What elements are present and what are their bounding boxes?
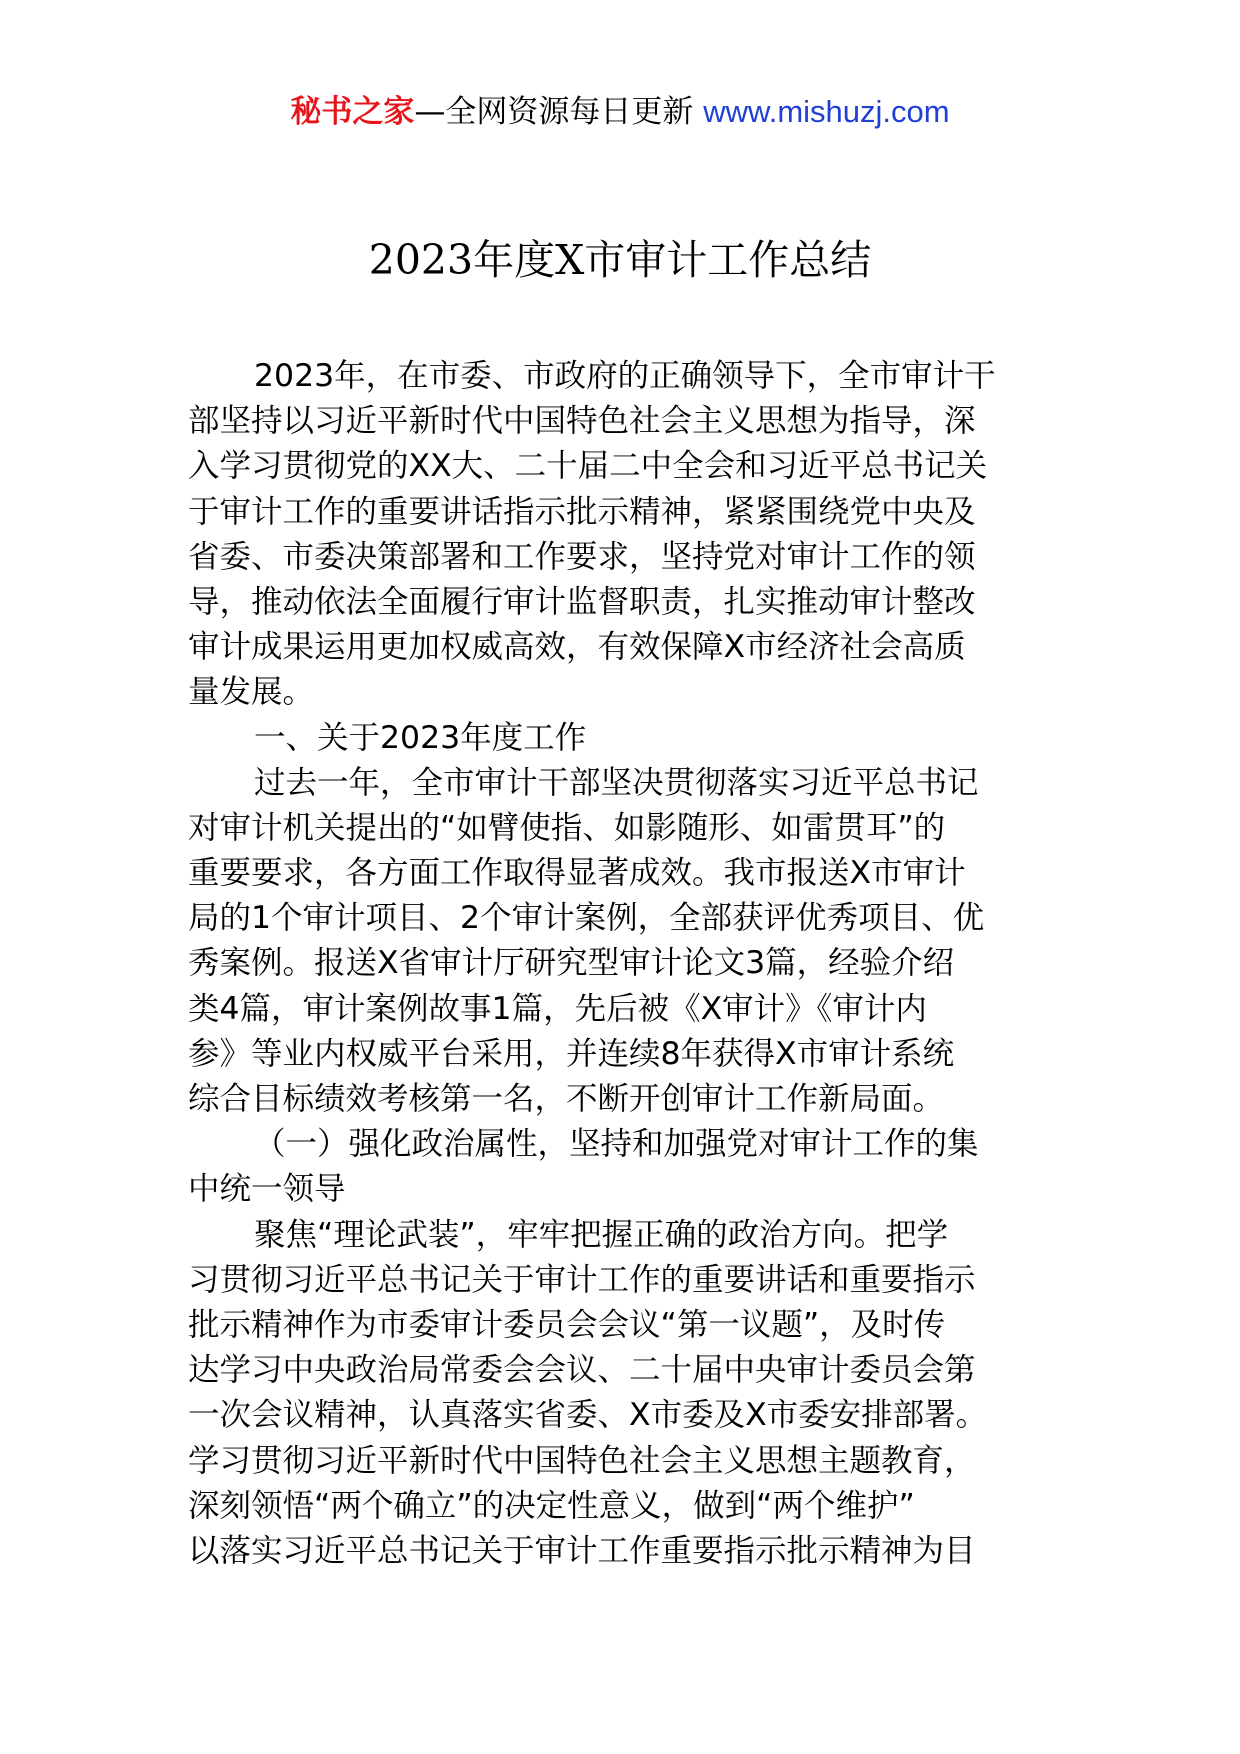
body-line: 对审计机关提出的“如臂使指、如影随形、如雷贯耳”的 bbox=[188, 809, 946, 846]
site-url-link[interactable]: www.mishuzj.com bbox=[703, 94, 950, 129]
body-line: 重要要求，各方面工作取得显著成效。我市报送X市审计 bbox=[188, 855, 966, 892]
body-line: 秀案例。报送X省审计厅研究型审计论文3篇，经验介绍 bbox=[188, 945, 955, 982]
body-line: 过去一年，全市审计干部坚决贯彻落实习近平总书记 bbox=[254, 764, 979, 801]
body-line: 学习贯彻习近平新时代中国特色社会主义思想主题教育， bbox=[188, 1442, 976, 1479]
subsection-heading: （一）强化政治属性，坚持和加强党对审计工作的集 bbox=[254, 1126, 979, 1163]
body-line: 审计成果运用更加权威高效，有效保障X市经济社会高质 bbox=[188, 629, 966, 666]
body-line: 部坚持以习近平新时代中国特色社会主义思想为指导，深 bbox=[188, 403, 976, 440]
body-line: 局的1个审计项目、2个审计案例，全部获评优秀项目、优 bbox=[188, 900, 985, 937]
body-line: 2023年，在市委、市政府的正确领导下，全市审计干 bbox=[254, 358, 996, 394]
body-line: 聚焦“理论武装”，牢牢把握正确的政治方向。把学 bbox=[254, 1216, 949, 1253]
body-line: 量发展。 bbox=[188, 674, 315, 711]
site-slogan: —全网资源每日更新 bbox=[414, 94, 694, 130]
body-line: 省委、市委决策部署和工作要求，坚持党对审计工作的领 bbox=[188, 538, 976, 575]
section-heading: 一、关于2023年度工作 bbox=[254, 719, 587, 756]
body-line: 深刻领悟“两个确立”的决定性意义，做到“两个维护” bbox=[188, 1487, 915, 1524]
site-header bbox=[0, 92, 1240, 132]
body-line: 参》等业内权威平台采用，并连续8年获得X市审计系统 bbox=[188, 1035, 955, 1072]
document-body bbox=[188, 354, 1068, 1574]
body-line: 类4篇，审计案例故事1篇，先后被《X审计》《审计内 bbox=[188, 990, 927, 1027]
site-brand: 秘书之家 bbox=[290, 94, 415, 130]
body-line: 达学习中央政治局常委会会议、二十届中央审计委员会第 bbox=[188, 1352, 976, 1389]
body-line: 以落实习近平总书记关于审计工作重要指示批示精神为目 bbox=[188, 1532, 976, 1569]
body-line: 习贯彻习近平总书记关于审计工作的重要讲话和重要指示 bbox=[188, 1261, 976, 1298]
body-line: 一次会议精神，认真落实省委、X市委及X市委安排部署。 bbox=[188, 1397, 988, 1434]
body-line: 于审计工作的重要讲话指示批示精神，紧紧围绕党中央及 bbox=[188, 493, 976, 530]
body-line: 批示精神作为市委审计委员会会议“第一议题”，及时传 bbox=[188, 1306, 946, 1343]
document-title: 2023年度X市审计工作总结 bbox=[368, 236, 872, 284]
body-line: 综合目标绩效考核第一名，不断开创审计工作新局面。 bbox=[188, 1081, 945, 1117]
subsection-heading: 中统一领导 bbox=[188, 1171, 346, 1208]
body-line: 入学习贯彻党的XX大、二十届二中全会和习近平总书记关 bbox=[188, 448, 988, 485]
body-line: 导，推动依法全面履行审计监督职责，扎实推动审计整改 bbox=[188, 583, 976, 620]
